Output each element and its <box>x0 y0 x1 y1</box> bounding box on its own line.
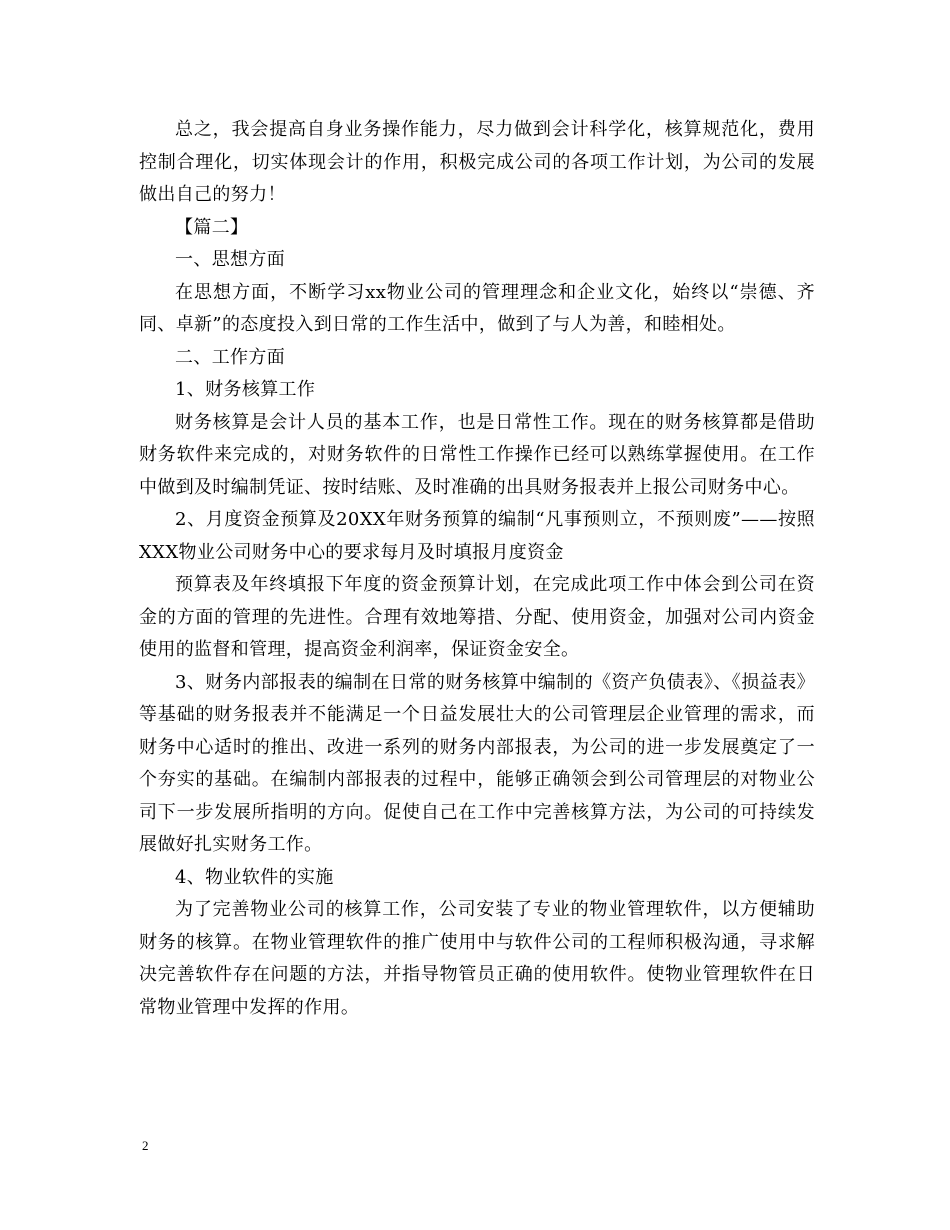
paragraph-summary: 总之，我会提高自身业务操作能力，尽力做到会计科学化，核算规范化，费用控制合理化，切实体现会计的作用，积极完成公司的各项工作计划，为公司的发展做出自己的努力！ <box>139 119 815 205</box>
heading-financial-accounting: 1、财务核算工作 <box>175 379 316 400</box>
heading-property-software: 4、物业软件的实施 <box>175 866 334 888</box>
paragraph-financial-accounting: 财务核算是会计人员的基本工作，也是日常性工作。现在的财务核算都是借助财务软件来完成的，对财务软件的日常性工作操作已经可以熟练掌握使用。在工作中做到及时编制凭证、按时结账、及时准确的出具财务报表并上报公司财务中心。 <box>139 411 815 498</box>
document-body <box>139 114 815 1024</box>
paragraph-budget-heading: 2、月度资金预算及20XX年财务预算的编制“凡事预则立，不预则废”——按照XXX物业公司财务中心的要求每月及时填报月度资金 <box>139 509 815 563</box>
paragraph-budget: 预算表及年终填报下年度的资金预算计划，在完成此项工作中体会到公司在资金的方面的管理的先进性。合理有效地筹措、分配、使用资金，加强对公司内资金使用的监督和管理，提高资金利润率，保证资金安全。 <box>139 574 815 660</box>
paragraph-internal-reports: 3、财务内部报表的编制在日常的财务核算中编制的《资产负债表》、《损益表》等基础的财务报表并不能满足一个日益发展壮大的公司管理层企业管理的需求，而财务中心适时的推出、改进一系列的财务内部报表，为公司的进一步发展奠定了一个夯实的基础。在编制内部报表的过程中，能够正确领会到公司管理层的对物业公司下一步发展所指明的方向。促使自己在工作中完善核算方法，为公司的可持续发展做好扎实财务工作。 <box>139 671 815 855</box>
section-heading-part-two: 【篇二】 <box>175 216 249 238</box>
heading-work-aspect: 二、工作方面 <box>175 346 286 368</box>
heading-thought-aspect: 一、思想方面 <box>175 249 286 270</box>
paragraph-property-software: 为了完善物业公司的核算工作，公司安装了专业的物业管理软件，以方便辅助财务的核算。在物业管理软件的推广使用中与软件公司的工程师积极沟通，寻求解决完善软件存在问题的方法，并指导物管员正确的使用软件。使物业管理软件在日常物业管理中发挥的作用。 <box>139 899 815 1018</box>
page-number: 2 <box>142 1138 149 1153</box>
paragraph-thought: 在思想方面，不断学习xx物业公司的管理理念和企业文化，始终以“崇德、齐同、卓新”的态度投入到日常的工作生活中，做到了与人为善，和睦相处。 <box>139 281 815 335</box>
